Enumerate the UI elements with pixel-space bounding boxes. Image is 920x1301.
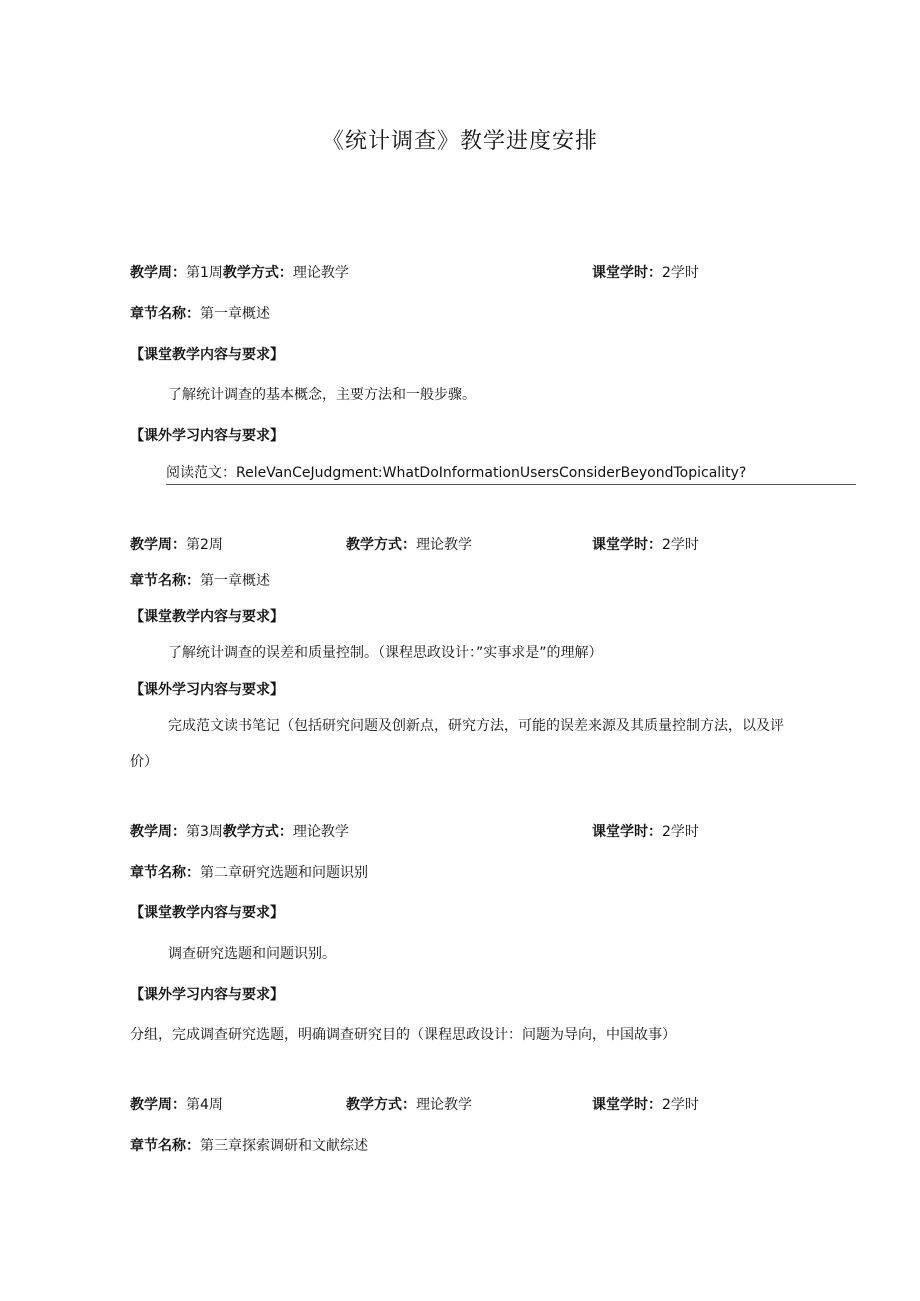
week-4-week	[130, 1095, 223, 1115]
week-2-hours	[592, 535, 699, 555]
week-label: 教学周：	[130, 824, 186, 840]
week-2-extra-text-2: 价）	[130, 754, 158, 770]
week-2-extra-text-1: 完成范文读书笔记（包括研究问题及创新点，研究方法，可能的误差来源及其质量控制方法，以及评	[168, 718, 784, 734]
method-label: 教学方式：	[346, 1097, 416, 1113]
week-label: 教学周：	[130, 265, 186, 281]
hours-value: 2学时	[662, 265, 699, 281]
week-4-chapter	[130, 1136, 368, 1156]
method-label: 教学方式：	[222, 265, 293, 281]
method-value: 理论教学	[416, 1097, 472, 1113]
chapter-label: 章节名称：	[130, 1138, 200, 1154]
week-2-extra-heading: 【课外学习内容与要求】	[130, 682, 284, 698]
page-title: 《统计调查》教学进度安排	[321, 129, 598, 154]
week-3-extra-heading: 【课外学习内容与要求】	[130, 987, 284, 1003]
hours-label: 课堂学时：	[592, 265, 662, 281]
method-value: 理论教学	[292, 824, 349, 840]
week-2-week	[130, 535, 223, 555]
week-value: 第2周	[186, 537, 223, 553]
week-1-hours	[592, 263, 699, 283]
week-1-class-text: 了解统计调查的基本概念，主要方法和一般步骤。	[168, 387, 476, 403]
week-label: 教学周：	[130, 537, 186, 553]
week-1-class-heading: 【课堂教学内容与要求】	[130, 347, 284, 363]
chapter-label: 章节名称：	[130, 865, 200, 881]
method-value: 理论教学	[416, 537, 472, 553]
week-value: 第3周	[186, 824, 223, 840]
week-2-chapter	[130, 571, 270, 591]
method-label: 教学方式：	[222, 824, 293, 840]
chapter-label: 章节名称：	[130, 306, 200, 322]
chapter-label: 章节名称：	[130, 573, 200, 589]
week-value: 第4周	[186, 1097, 223, 1113]
hours-value: 2学时	[662, 1097, 699, 1113]
method-value: 理论教学	[292, 265, 349, 281]
chapter-value: 第一章概述	[200, 573, 270, 589]
week-2-method	[346, 535, 472, 555]
chapter-value: 第三章探索调研和文献综述	[200, 1138, 368, 1154]
chapter-value: 第二章研究选题和问题识别	[200, 865, 368, 881]
chapter-value: 第一章概述	[200, 306, 270, 322]
week-1-extra-text: 阅读范文：ReleVanCeJudgment:WhatDoInformationUsersConsiderBeyondTopicality?	[166, 463, 856, 485]
week-3-chapter	[130, 863, 368, 883]
week-4-hours	[592, 1095, 699, 1115]
week-3-class-heading: 【课堂教学内容与要求】	[130, 905, 284, 921]
week-4-method	[346, 1095, 472, 1115]
week-value: 第1周	[186, 265, 223, 281]
week-label: 教学周：	[130, 1097, 186, 1113]
week-2-class-heading: 【课堂教学内容与要求】	[130, 609, 284, 625]
week-3-extra-text: 分组，完成调查研究选题，明确调查研究目的（课程思政设计：问题为导向，中国故事）	[130, 1027, 676, 1043]
hours-label: 课堂学时：	[592, 537, 662, 553]
hours-label: 课堂学时：	[592, 1097, 662, 1113]
week-1-extra-heading: 【课外学习内容与要求】	[130, 428, 284, 444]
week-3-header	[130, 822, 349, 842]
week-3-hours	[592, 822, 699, 842]
hours-label: 课堂学时：	[592, 824, 662, 840]
week-1-chapter	[130, 304, 270, 324]
hours-value: 2学时	[662, 537, 699, 553]
hours-value: 2学时	[662, 824, 699, 840]
method-label: 教学方式：	[346, 537, 416, 553]
week-3-class-text: 调查研究选题和问题识别。	[168, 946, 336, 962]
week-2-class-text: 了解统计调查的误差和质量控制。（课程思政设计：”实事求是”的理解）	[168, 645, 603, 661]
week-1-header	[130, 263, 349, 283]
